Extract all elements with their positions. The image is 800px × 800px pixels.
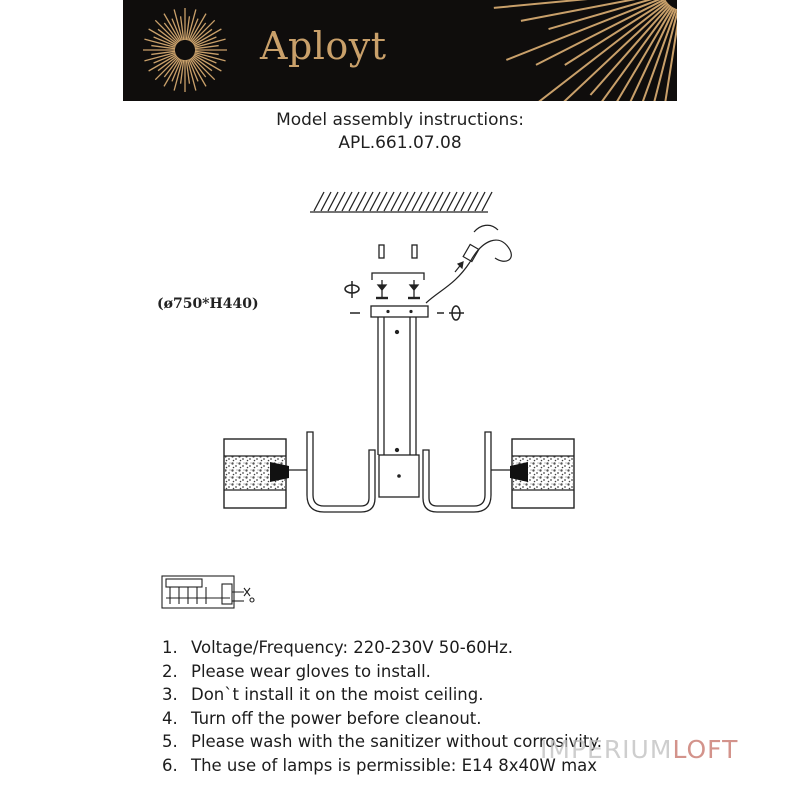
model-number: APL.661.07.08 (338, 133, 462, 153)
canopy (371, 306, 428, 317)
brand-logo: Aployt (260, 24, 387, 68)
dimensions-label: (ø750*H440) (157, 296, 259, 312)
suspension-rods (378, 317, 416, 455)
list-item: 4. Turn off the power before cleanout. (162, 708, 482, 728)
lamp-shade-icon (224, 439, 289, 508)
list-item: 2. Please wear gloves to install. (162, 661, 431, 681)
instruction-list (162, 636, 602, 778)
wire-connector-icon (426, 225, 511, 303)
list-item: 5. Please wash with the sanitizer without corrosivity. (162, 732, 603, 752)
screw-icon (372, 245, 424, 298)
watermark: IMPERIUMLOFT (540, 735, 739, 764)
wiring-terminal-icon (162, 576, 254, 608)
lamp-shade-icon (510, 439, 574, 508)
list-item: 6. The use of lamps is permissible: E14 8x40W max (162, 755, 598, 775)
page-title: Model assembly instructions: (276, 110, 524, 130)
list-item: 1. Voltage/Frequency: 220-230V 50-60Hz. (162, 638, 514, 657)
list-item: 3. Don`t install it on the moist ceiling. (162, 685, 484, 705)
ceiling-hatch-icon (310, 192, 492, 212)
